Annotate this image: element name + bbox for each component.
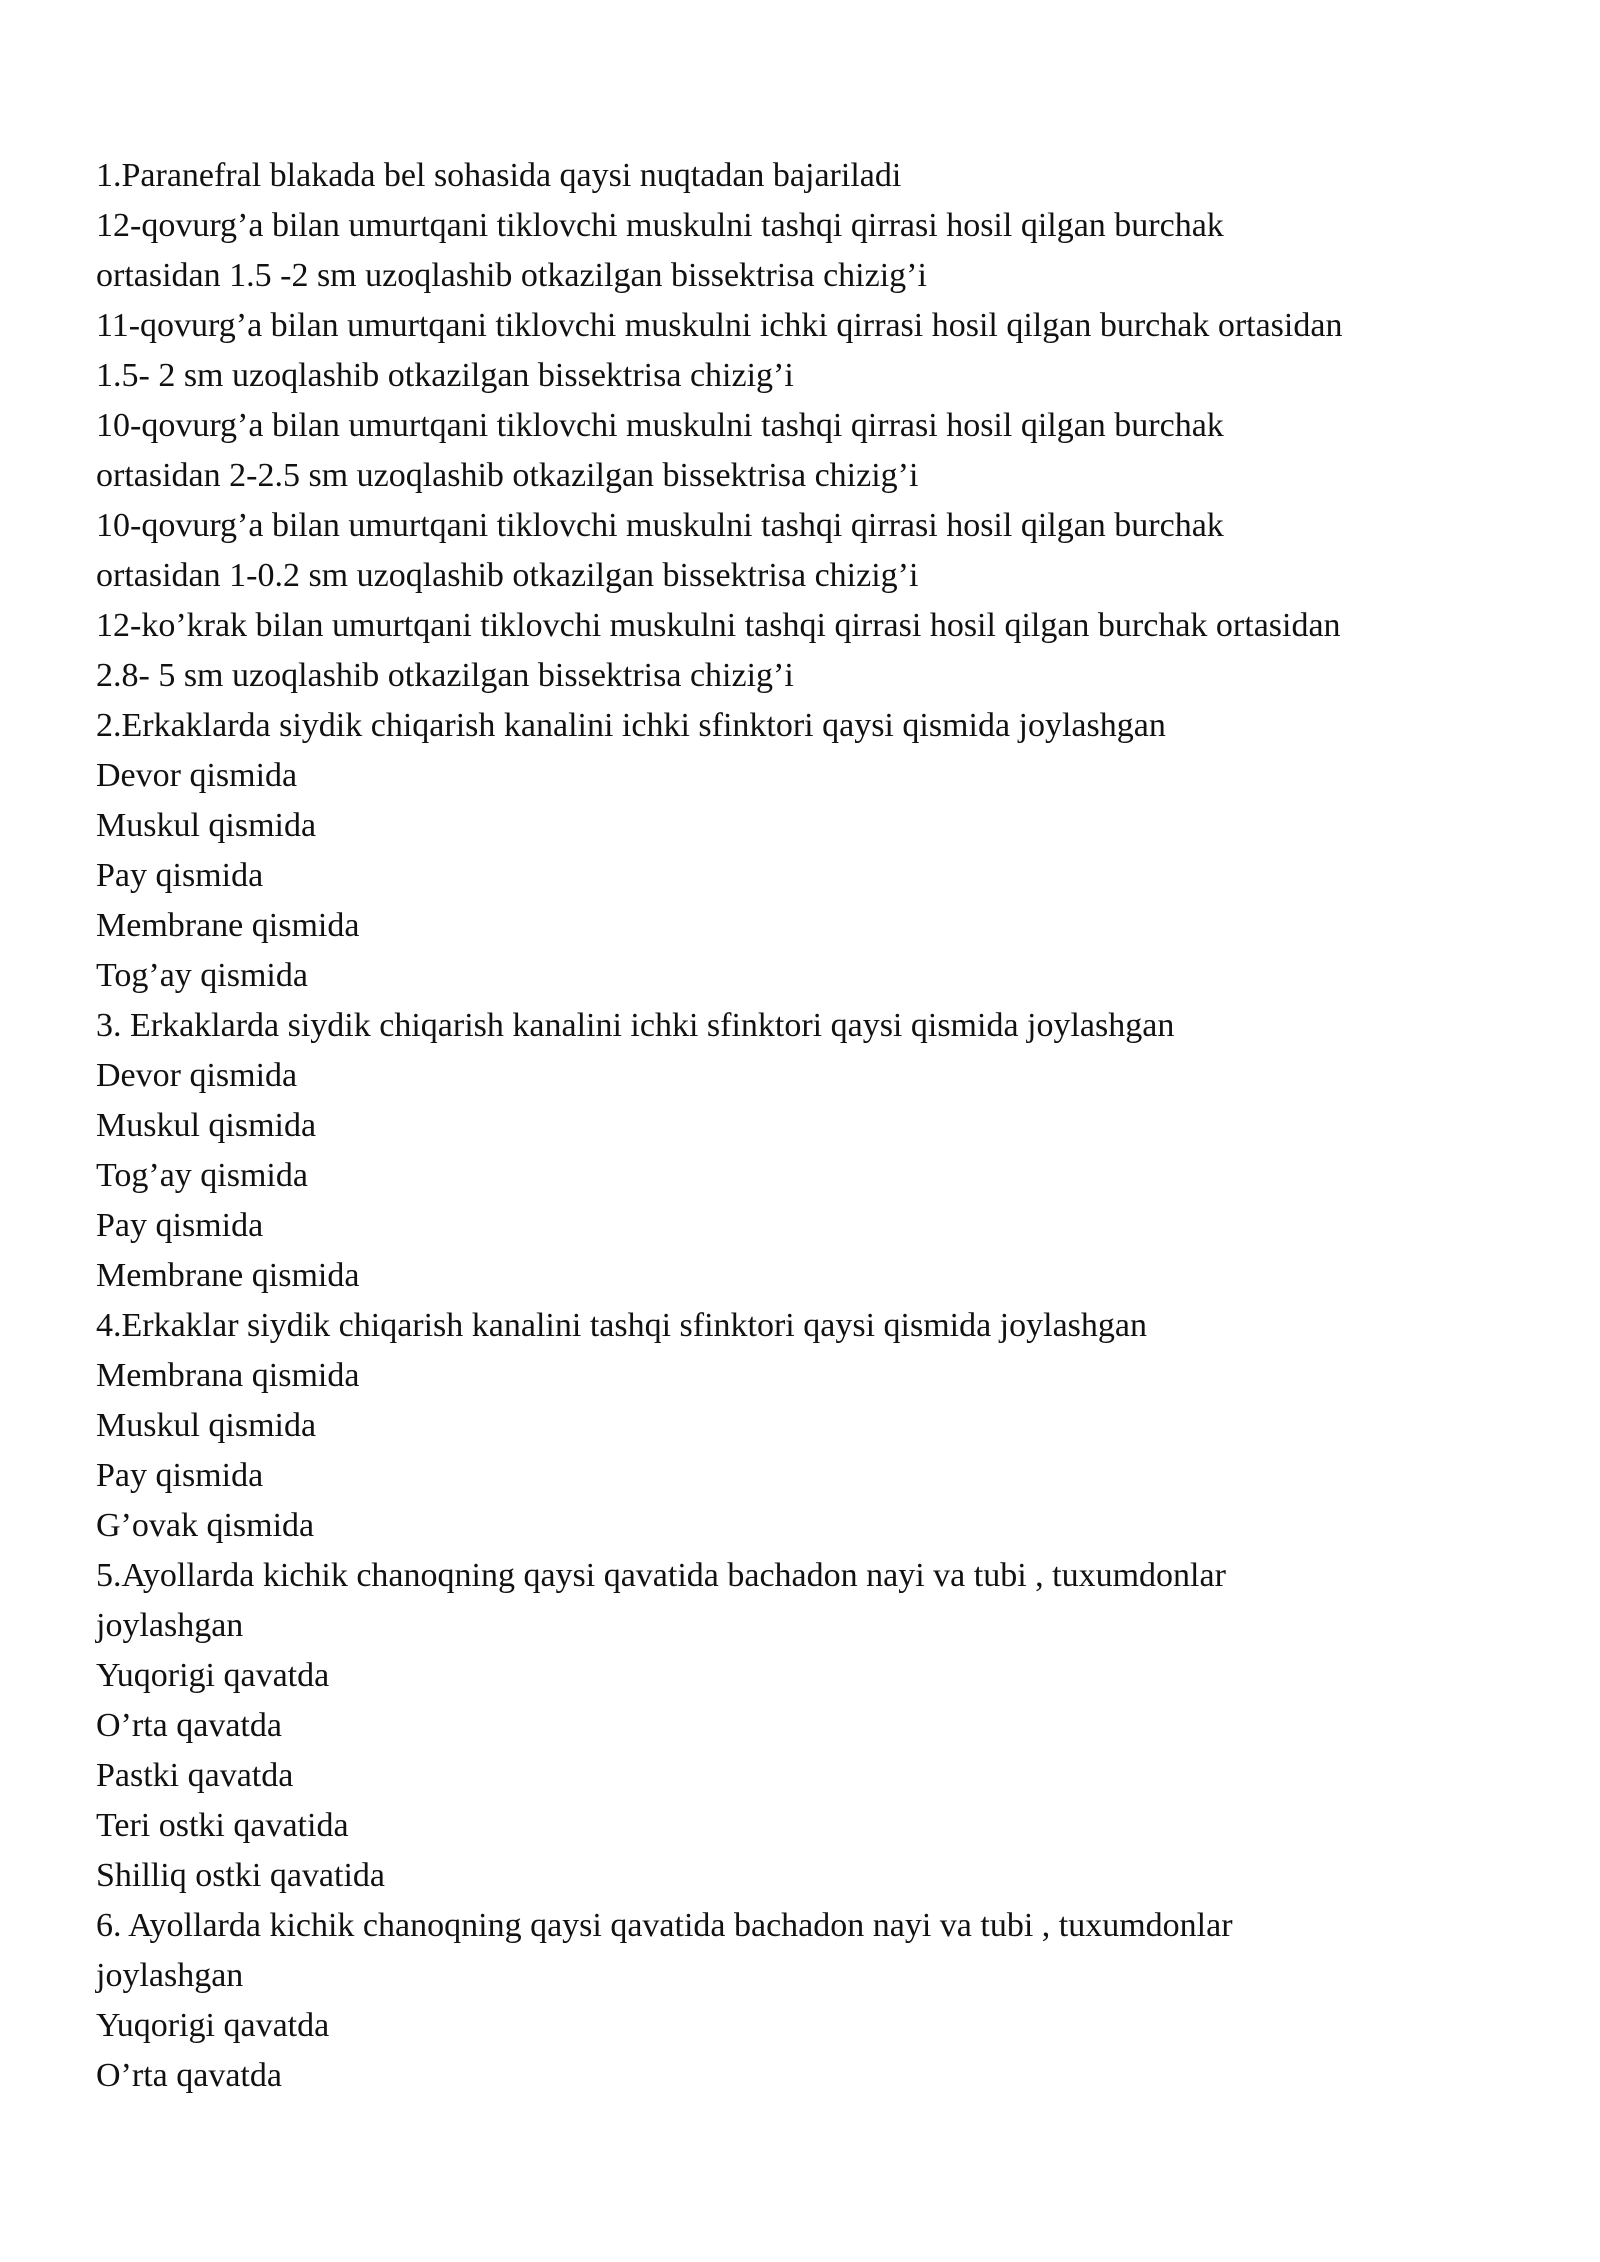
question-3: 3. Erkaklarda siydik chiqarish kanalini ichki sfinktori qaysi qismida joylashgan <box>96 1007 1175 1044</box>
answer-option: Membrana qismida <box>96 1357 360 1394</box>
answer-option-cont: ortasidan 1-0.2 sm uzoqlashib otkazilgan bissektrisa chizig’i <box>96 557 919 594</box>
answer-option: O’rta qavatda <box>96 2057 282 2094</box>
question-6: 6. Ayollarda kichik chanoqning qaysi qavatida bachadon nayi va tubi , tuxumdonlar <box>96 1907 1233 1944</box>
answer-option: Muskul qismida <box>96 1407 317 1444</box>
question-5-cont: joylashgan <box>96 1607 244 1644</box>
answer-option: 10-qovurg’a bilan umurtqani tiklovchi muskulni tashqi qirrasi hosil qilgan burchak <box>96 507 1224 544</box>
answer-option-cont: ortasidan 2-2.5 sm uzoqlashib otkazilgan bissektrisa chizig’i <box>96 457 919 494</box>
answer-option: Muskul qismida <box>96 1107 317 1144</box>
answer-option: Membrane qismida <box>96 1257 360 1294</box>
question-6-cont: joylashgan <box>96 1957 244 1994</box>
answer-option: Tog’ay qismida <box>96 1157 308 1194</box>
answer-option: Yuqorigi qavatda <box>96 2007 330 2044</box>
answer-option: O’rta qavatda <box>96 1707 282 1744</box>
answer-option: Tog’ay qismida <box>96 957 308 994</box>
answer-option: Devor qismida <box>96 757 298 794</box>
question-4: 4.Erkaklar siydik chiqarish kanalini tashqi sfinktori qaysi qismida joylashgan <box>96 1307 1147 1344</box>
answer-option: Membrane qismida <box>96 907 360 944</box>
answer-option: Teri ostki qavatida <box>96 1807 349 1844</box>
question-2: 2.Erkaklarda siydik chiqarish kanalini ichki sfinktori qaysi qismida joylashgan <box>96 707 1166 744</box>
answer-option: 12-ko’krak bilan umurtqani tiklovchi muskulni tashqi qirrasi hosil qilgan burchak ortasidan <box>96 607 1341 644</box>
answer-option: 11-qovurg’a bilan umurtqani tiklovchi muskulni ichki qirrasi hosil qilgan burchak ortasidan <box>96 307 1343 344</box>
answer-option: Pay qismida <box>96 1207 264 1244</box>
answer-option: Pay qismida <box>96 857 264 894</box>
answer-option: Yuqorigi qavatda <box>96 1657 330 1694</box>
answer-option-cont: 1.5- 2 sm uzoqlashib otkazilgan bissektrisa chizig’i <box>96 357 794 394</box>
document-page <box>96 151 1516 2101</box>
answer-option: Devor qismida <box>96 1057 298 1094</box>
answer-option: Muskul qismida <box>96 807 317 844</box>
answer-option: 12-qovurg’a bilan umurtqani tiklovchi muskulni tashqi qirrasi hosil qilgan burchak <box>96 207 1224 244</box>
answer-option-cont: ortasidan 1.5 -2 sm uzoqlashib otkazilgan bissektrisa chizig’i <box>96 257 927 294</box>
answer-option: Pastki qavatda <box>96 1757 294 1794</box>
answer-option: Pay qismida <box>96 1457 264 1494</box>
answer-option: 10-qovurg’a bilan umurtqani tiklovchi muskulni tashqi qirrasi hosil qilgan burchak <box>96 407 1224 444</box>
answer-option: G’ovak qismida <box>96 1507 315 1544</box>
answer-option-cont: 2.8- 5 sm uzoqlashib otkazilgan bissektrisa chizig’i <box>96 657 794 694</box>
answer-option: Shilliq ostki qavatida <box>96 1857 385 1894</box>
question-1: 1.Paranefral blakada bel sohasida qaysi nuqtadan bajariladi <box>96 157 902 194</box>
question-5: 5.Ayollarda kichik chanoqning qaysi qavatida bachadon nayi va tubi , tuxumdonlar <box>96 1557 1226 1594</box>
